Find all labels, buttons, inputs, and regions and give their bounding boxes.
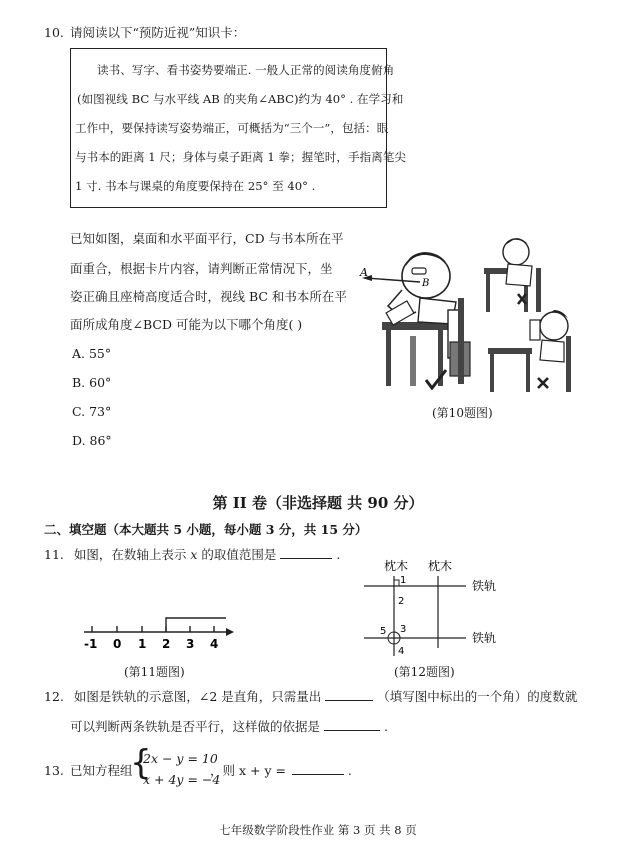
main-desk — [382, 322, 448, 386]
q12-caption: (第12题图) — [394, 665, 455, 679]
angle-label: 3 — [400, 624, 407, 635]
q13-end: . — [347, 763, 352, 778]
q11-end: . — [336, 547, 341, 562]
rail-figure — [360, 556, 510, 660]
solution-ray — [166, 618, 226, 632]
angle-label: 5 — [380, 626, 387, 637]
tick-label: 1 — [138, 637, 147, 651]
q13-after — [210, 762, 352, 780]
q12-text-1a: 如图是铁轨的示意图，∠2 是直角，只需量出 — [73, 689, 322, 704]
label-b: B — [422, 278, 430, 289]
main-student — [386, 252, 470, 384]
card-line: 工作中，要保持读写姿势端正，可概括为“三个一”，包括：眼 — [75, 121, 389, 135]
q11-text-before: 如图，在数轴上表示 — [73, 547, 187, 562]
q12-line-2 — [70, 718, 388, 736]
q11-line — [44, 546, 340, 564]
q11-text-after: 的取值范围是 — [201, 547, 277, 562]
option-d[interactable]: D. 86° — [72, 433, 112, 448]
sleeper-right-label: 枕木 — [428, 559, 453, 573]
option-b[interactable]: B. 60° — [72, 375, 112, 390]
q10-body-line: 面所成角度∠BCD 可能为以下哪个角度( ) — [70, 317, 303, 332]
q11-caption: (第11题图) — [124, 665, 185, 679]
tick-label: 2 — [162, 637, 171, 651]
section-title: 第 II 卷（非选择题 共 90 分） — [212, 494, 424, 512]
card-line: (如图视线 BC 与水平线 AB 的夹角∠ABC)约为 40° . 在学习和 — [77, 92, 404, 106]
wrong-posture-2 — [488, 310, 571, 392]
angle-label: 2 — [398, 596, 405, 607]
part-heading: 二、填空题（本大题共 5 小题，每小题 3 分，共 15 分） — [44, 522, 368, 537]
card-line: 读书、写字、看书姿势要端正. 一般人正常的阅读角度俯角 — [97, 63, 395, 77]
q10-body-line: 面重合，根据卡片内容，请判断正常情况下，坐 — [70, 261, 333, 276]
equation-brace: { — [130, 743, 152, 783]
q10-body-line: 姿正确且座椅高度适合时，视线 BC 和书本所在平 — [70, 289, 347, 304]
q12-answer-blank-2[interactable] — [324, 730, 380, 731]
angle-label: 1 — [400, 575, 407, 586]
q10-stem: 请阅读以下“预防近视”知识卡： — [70, 25, 246, 40]
card-line: 与书本的距离 1 尺；身体与桌子距离 1 拳；握笔时，手指离笔尖 — [75, 150, 406, 164]
knowledge-card — [70, 48, 406, 208]
q12-text-1b: （填写图中标出的一个角）的度数就 — [377, 689, 578, 704]
tick-label: 3 — [186, 637, 195, 651]
q12-number: 12. — [44, 689, 64, 704]
number-line — [80, 610, 240, 658]
q11-number: 11. — [44, 547, 64, 562]
option-a[interactable]: A. 55° — [72, 346, 112, 361]
q13-answer-blank[interactable] — [292, 774, 344, 775]
label-a: A — [360, 266, 368, 279]
q10-figure-caption: (第10题图) — [432, 406, 493, 420]
q12-text-2a: 可以判断两条铁轨是否平行，这样做的依据是 — [70, 719, 321, 734]
rail-bottom-label: 铁轨 — [472, 631, 497, 645]
q11-var: x — [190, 547, 198, 562]
rail-top-label: 铁轨 — [472, 579, 497, 593]
card-line: 1 寸. 书本与课桌的角度要保持在 25° 至 40° . — [75, 179, 316, 193]
q10-body-line: 已知如图，桌面和水平面平行，CD 与书本所在平 — [70, 231, 344, 246]
q13-equation-2: x + 4y = −4 — [143, 772, 221, 787]
q12-line-1 — [44, 688, 577, 706]
page-footer: 七年级数学阶段性作业 第 3 页 共 8 页 — [219, 823, 417, 837]
q13-text-before: 已知方程组 — [70, 763, 133, 778]
angle-label: 4 — [398, 646, 405, 657]
tick-label: 4 — [210, 637, 219, 651]
q10-figure — [358, 232, 588, 402]
q12-answer-blank-1[interactable] — [325, 700, 373, 701]
q10-number: 10. — [44, 25, 64, 40]
q11-answer-blank[interactable] — [280, 558, 332, 559]
q13-text-after: ，则 x + y = — [210, 763, 286, 778]
q13-equation-1: 2x − y = 10 — [143, 751, 218, 766]
q13-number: 13. — [44, 763, 64, 778]
sleeper-left-label: 枕木 — [384, 559, 409, 573]
tick-label: -1 — [84, 637, 98, 651]
tick-label: 0 — [113, 637, 122, 651]
wrong-posture-1 — [484, 238, 541, 312]
q12-end: . — [383, 719, 388, 734]
option-c[interactable]: C. 73° — [72, 404, 112, 419]
